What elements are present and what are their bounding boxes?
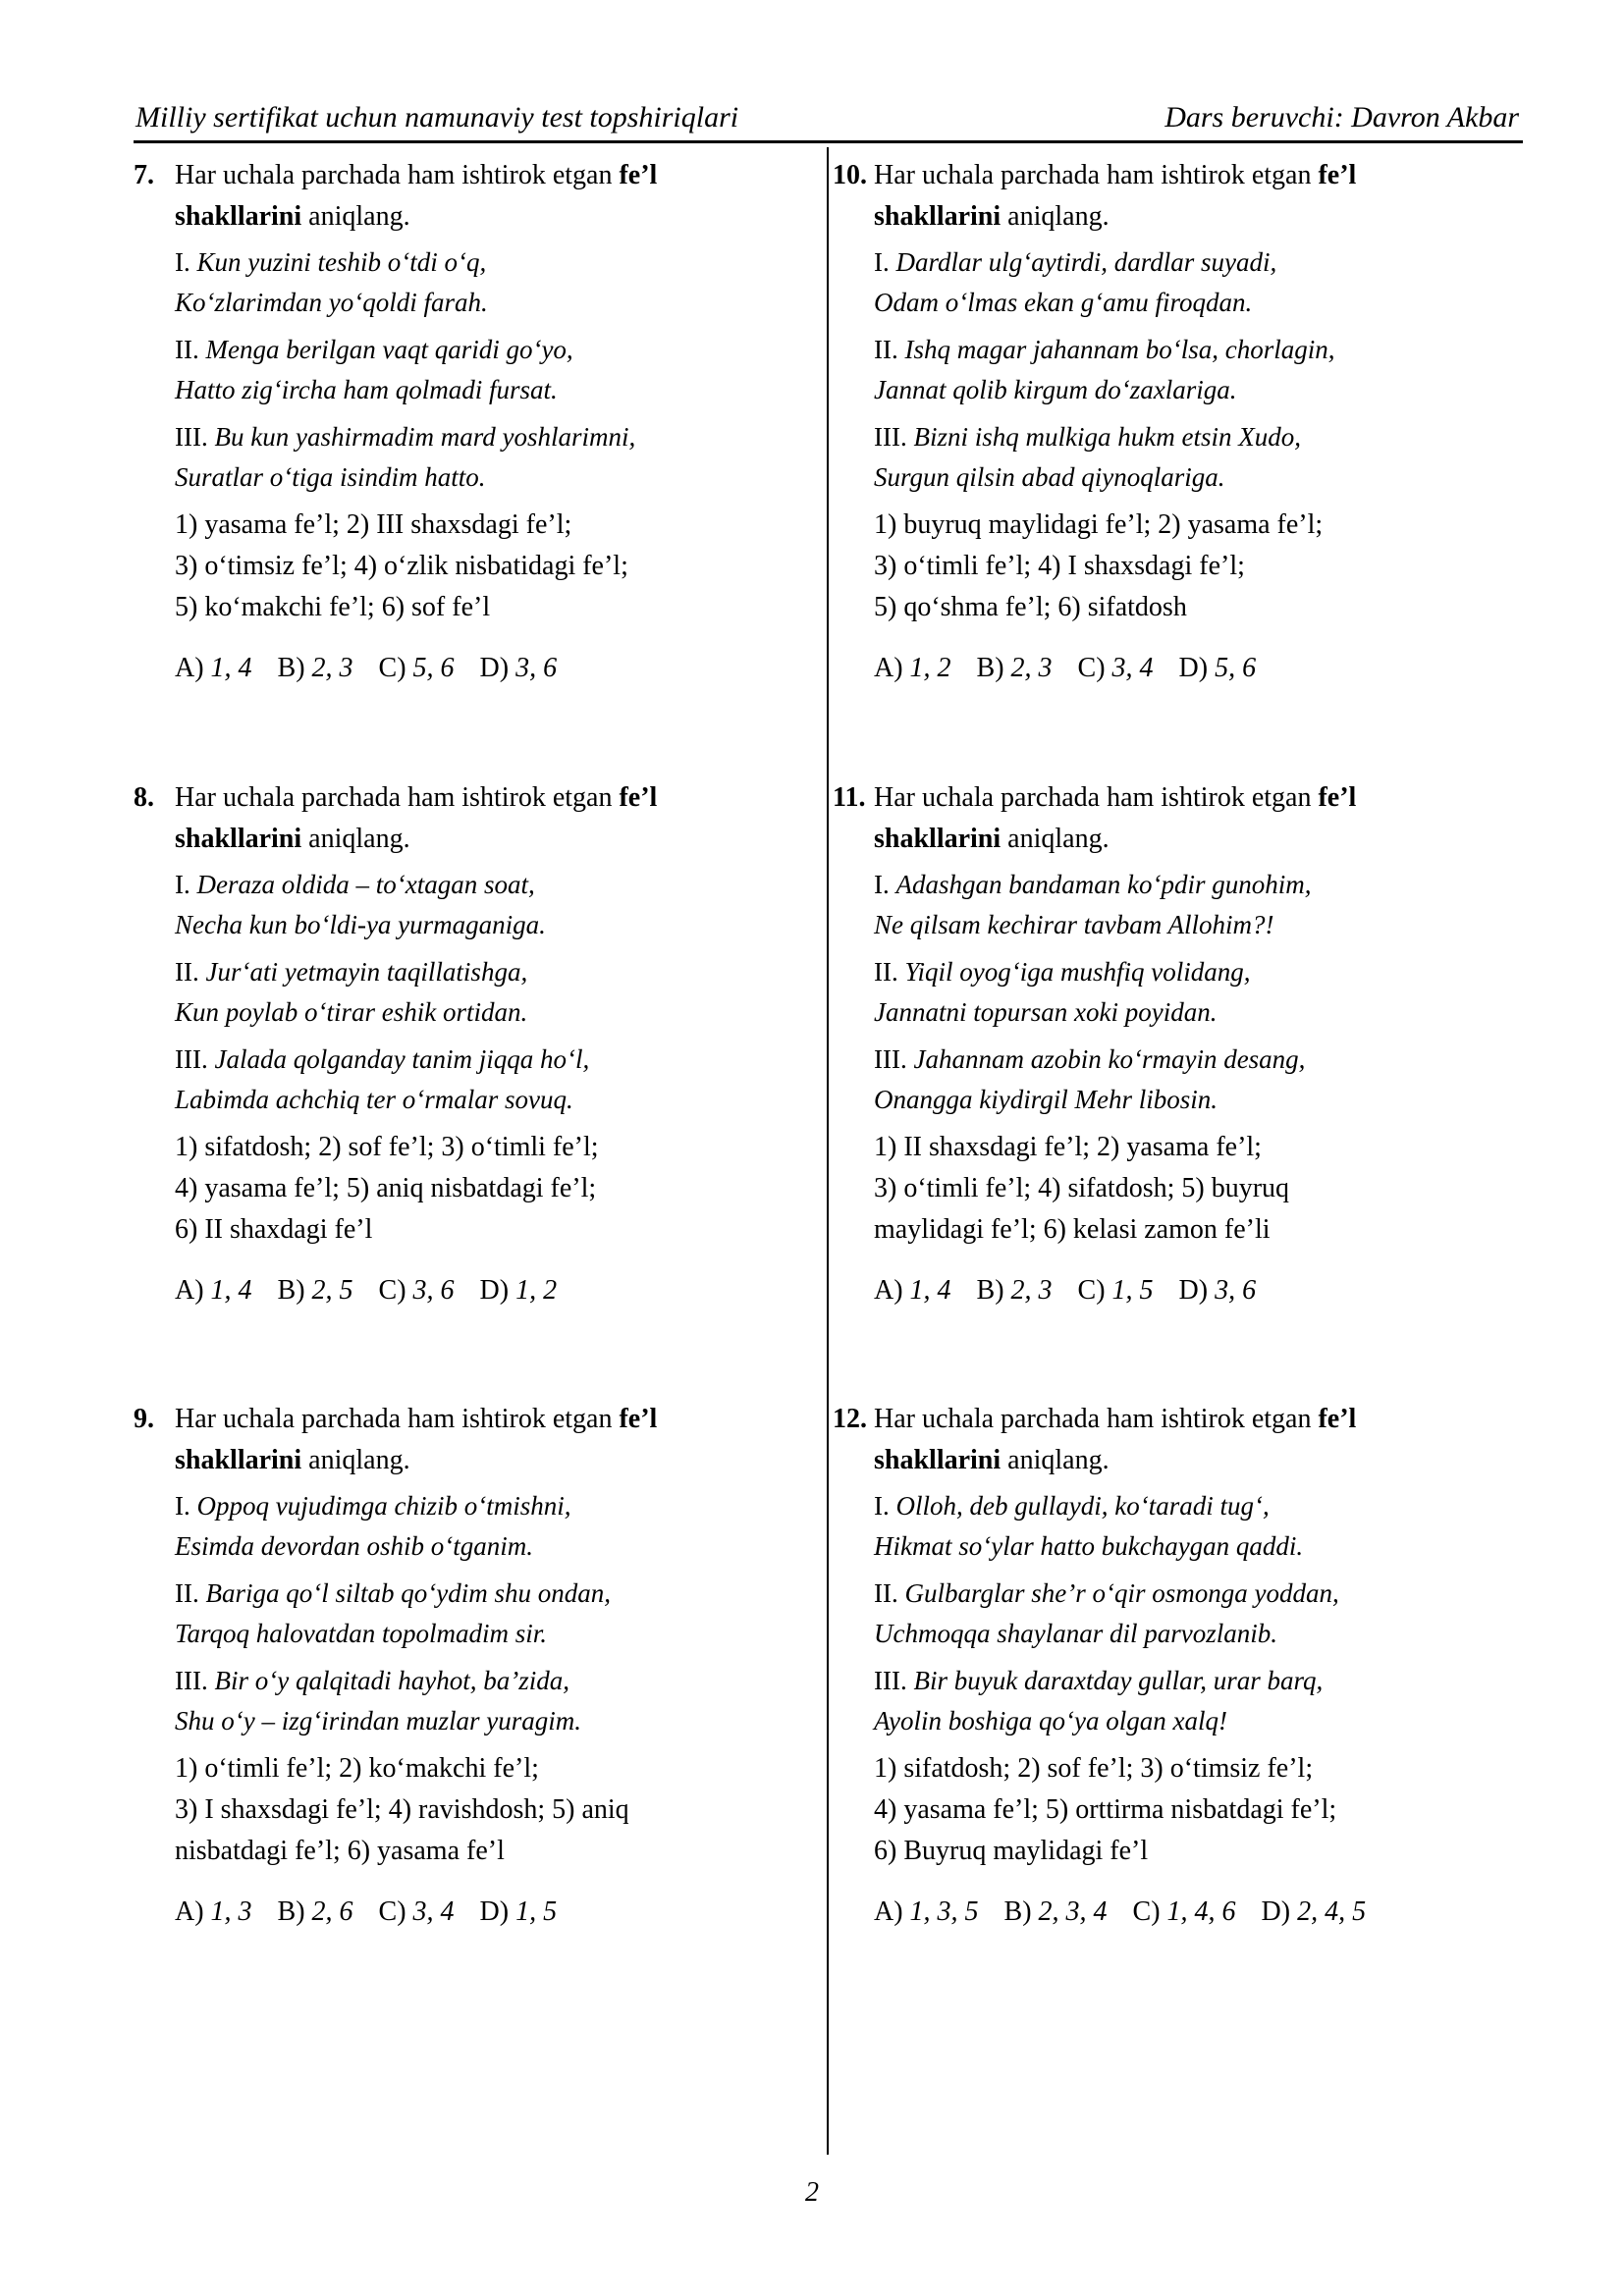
- poem-line: [874, 1661, 1500, 1701]
- poem-line: [874, 992, 1500, 1033]
- question-stem: [134, 777, 801, 860]
- poem-line: [874, 1080, 1500, 1120]
- verse-text: Bu kun yashirmadim mard yoshlarimni,: [214, 422, 636, 452]
- excerpt-numeral: I.: [874, 870, 890, 899]
- verse-text: Surgun qilsin abad qiynoqlariga.: [874, 462, 1225, 492]
- excerpt-numeral: III.: [874, 422, 907, 452]
- question-stem: [833, 777, 1500, 860]
- choice-letter: B): [1003, 1896, 1032, 1927]
- stem-bold: fe’l: [619, 160, 658, 190]
- poem-line: [175, 370, 801, 410]
- option-line: nisbatdagi fe’l; 6) yasama fe’l: [175, 1836, 505, 1866]
- question-11: [833, 777, 1500, 1311]
- choice-value: 1, 5: [1111, 1275, 1154, 1306]
- poem-line: [175, 1486, 801, 1526]
- poem-excerpt: [833, 330, 1500, 410]
- excerpt-numeral: III.: [175, 1666, 208, 1695]
- excerpt-numeral: II.: [175, 335, 199, 364]
- choice-value: 3, 6: [515, 653, 558, 683]
- choice-value: 2, 5: [311, 1275, 353, 1306]
- choice-value: 1, 4: [210, 653, 252, 683]
- choice-letter: B): [976, 1275, 1004, 1306]
- verse-text: Ishq magar jahannam bo‘lsa, chorlagin,: [904, 335, 1335, 364]
- question-7: [134, 155, 801, 689]
- choice-value: 2, 4, 5: [1297, 1896, 1367, 1927]
- answer-options-list: [134, 1127, 801, 1251]
- poem-excerpt: [134, 1661, 801, 1741]
- poem-line: [175, 283, 801, 323]
- poem-line: [874, 1040, 1500, 1080]
- verse-text: Oppoq vujudimga chizib o‘tmishni,: [196, 1491, 571, 1521]
- choice-letter: C): [378, 1275, 406, 1306]
- poem-line: [175, 905, 801, 945]
- poem-line: [874, 283, 1500, 323]
- choice-letter: B): [976, 653, 1004, 683]
- choice-value: 1, 4: [909, 1275, 951, 1306]
- poem-line: [874, 1574, 1500, 1614]
- choice-value: 2, 6: [311, 1896, 353, 1927]
- answer-choice: [977, 1275, 1053, 1306]
- answer-choice: [175, 1896, 252, 1927]
- stem-bold: shakllarini: [175, 824, 302, 854]
- choice-value: 1, 5: [515, 1896, 558, 1927]
- answer-choice: [874, 1275, 951, 1306]
- answer-choices: [134, 1270, 801, 1311]
- stem-text: Har uchala parchada ham ishtirok etgan: [874, 1404, 1312, 1434]
- poem-excerpt: [134, 952, 801, 1033]
- excerpt-numeral: I.: [175, 247, 190, 277]
- poem-line: [175, 330, 801, 370]
- excerpt-numeral: II.: [874, 335, 898, 364]
- option-line: 3) o‘timli fe’l; 4) sifatdosh; 5) buyruq: [874, 1173, 1290, 1203]
- answer-choices: [833, 1270, 1500, 1311]
- question-9: [134, 1399, 801, 1933]
- answer-choice: [1179, 1275, 1257, 1306]
- poem-excerpt: [134, 417, 801, 498]
- verse-text: Jahannam azobin ko‘rmayin desang,: [913, 1044, 1306, 1074]
- excerpt-numeral: I.: [874, 1491, 890, 1521]
- choice-value: 3, 4: [412, 1896, 455, 1927]
- choice-value: 2, 3: [1010, 653, 1053, 683]
- answer-choices: [833, 1892, 1500, 1933]
- stem-bold: fe’l: [1318, 160, 1357, 190]
- choice-value: 2, 3: [311, 653, 353, 683]
- verse-text: Jannatni topursan xoki poyidan.: [874, 997, 1218, 1027]
- poem-excerpt: [833, 417, 1500, 498]
- choice-letter: A): [874, 1275, 903, 1306]
- poem-line: [175, 1574, 801, 1614]
- stem-bold: shakllarini: [874, 824, 1001, 854]
- poem-excerpt: [833, 1040, 1500, 1120]
- poem-line: [175, 865, 801, 905]
- poem-line: [175, 1661, 801, 1701]
- answer-choice: [1078, 653, 1154, 683]
- column-divider: [827, 147, 829, 2155]
- option-line: 5) ko‘makchi fe’l; 6) sof fe’l: [175, 592, 491, 622]
- stem-bold: shakllarini: [874, 1445, 1001, 1475]
- answer-choice: [1179, 653, 1257, 683]
- question-number: 9.: [134, 1404, 154, 1434]
- option-line: 1) o‘timli fe’l; 2) ko‘makchi fe’l;: [175, 1753, 539, 1784]
- option-line: 1) buyruq maylidagi fe’l; 2) yasama fe’l;: [874, 509, 1324, 540]
- verse-text: Necha kun bo‘ldi-ya yurmaganiga.: [175, 910, 546, 939]
- verse-text: Ko‘zlarimdan yo‘qoldi farah.: [175, 288, 488, 317]
- choice-value: 3, 6: [412, 1275, 455, 1306]
- option-line: 1) sifatdosh; 2) sof fe’l; 3) o‘timsiz fe’l;: [874, 1753, 1314, 1784]
- poem-line: [874, 417, 1500, 457]
- choice-letter: D): [479, 1896, 510, 1927]
- choice-letter: B): [277, 653, 305, 683]
- answer-choice: [278, 653, 353, 683]
- poem-excerpt: [833, 1574, 1500, 1654]
- choice-value: 1, 2: [515, 1275, 558, 1306]
- verse-text: Bariga qo‘l siltab qo‘ydim shu ondan,: [205, 1578, 611, 1608]
- stem-text: Har uchala parchada ham ishtirok etgan: [874, 160, 1312, 190]
- answer-choice: [977, 653, 1053, 683]
- choice-value: 3, 6: [1215, 1275, 1257, 1306]
- stem-text: aniqlang.: [308, 824, 410, 854]
- poem-line: [874, 1701, 1500, 1741]
- excerpt-numeral: III.: [175, 1044, 208, 1074]
- choice-letter: C): [1077, 1275, 1106, 1306]
- answer-choice: [379, 1896, 455, 1927]
- stem-bold: shakllarini: [874, 201, 1001, 232]
- verse-text: Deraza oldida – to‘xtagan soat,: [196, 870, 535, 899]
- choice-letter: B): [277, 1275, 305, 1306]
- poem-line: [874, 1486, 1500, 1526]
- poem-excerpt: [833, 242, 1500, 323]
- choice-value: 1, 4: [210, 1275, 252, 1306]
- stem-text: Har uchala parchada ham ishtirok etgan: [175, 1404, 613, 1434]
- verse-text: Bizni ishq mulkiga hukm etsin Xudo,: [913, 422, 1301, 452]
- answer-choice: [278, 1275, 353, 1306]
- choice-value: 1, 4, 6: [1166, 1896, 1236, 1927]
- question-number: 12.: [833, 1404, 867, 1434]
- verse-text: Esimda devordan oshib o‘tganim.: [175, 1531, 533, 1561]
- poem-line: [175, 1080, 801, 1120]
- choice-letter: B): [277, 1896, 305, 1927]
- poem-excerpt: [833, 1661, 1500, 1741]
- choice-letter: A): [874, 653, 903, 683]
- answer-options-list: [134, 505, 801, 628]
- choice-letter: D): [1178, 653, 1209, 683]
- header-author: Dars beruvchi: Davron Akbar: [1164, 101, 1519, 133]
- excerpt-numeral: I.: [175, 870, 190, 899]
- poem-line: [874, 865, 1500, 905]
- question-stem: [833, 155, 1500, 238]
- poem-excerpt: [833, 952, 1500, 1033]
- choice-value: 5, 6: [1215, 653, 1257, 683]
- choice-letter: A): [874, 1896, 903, 1927]
- verse-text: Ne qilsam kechirar tavbam Allohim?!: [874, 910, 1274, 939]
- answer-options-list: [833, 1127, 1500, 1251]
- option-line: 5) qo‘shma fe’l; 6) sifatdosh: [874, 592, 1187, 622]
- option-line: 1) sifatdosh; 2) sof fe’l; 3) o‘timli fe’l;: [175, 1132, 599, 1162]
- poem-line: [874, 1614, 1500, 1654]
- choice-value: 2, 3: [1010, 1275, 1053, 1306]
- page-number: 2: [805, 2177, 819, 2208]
- answer-choice: [480, 1275, 558, 1306]
- option-line: 1) II shaxsdagi fe’l; 2) yasama fe’l;: [874, 1132, 1262, 1162]
- stem-bold: fe’l: [619, 1404, 658, 1434]
- poem-line: [175, 1614, 801, 1654]
- answer-choice: [379, 653, 455, 683]
- answer-choice: [1133, 1896, 1236, 1927]
- choice-value: 1, 3: [210, 1896, 252, 1927]
- stem-text: aniqlang.: [308, 201, 410, 232]
- poem-line: [874, 1526, 1500, 1567]
- verse-text: Bir buyuk daraxtday gullar, urar barq,: [913, 1666, 1324, 1695]
- poem-line: [175, 1701, 801, 1741]
- verse-text: Yiqil oyog‘iga mushfiq volidang,: [904, 957, 1251, 987]
- verse-text: Labimda achchiq ter o‘rmalar sovuq.: [175, 1085, 573, 1114]
- page-header: [134, 101, 1523, 143]
- answer-choice: [1004, 1896, 1108, 1927]
- stem-text: aniqlang.: [1007, 1445, 1110, 1475]
- answer-options-list: [134, 1748, 801, 1872]
- choice-value: 1, 3, 5: [909, 1896, 979, 1927]
- verse-text: Dardlar ulg‘aytirdi, dardlar suyadi,: [895, 247, 1277, 277]
- stem-text: Har uchala parchada ham ishtirok etgan: [874, 782, 1312, 813]
- choice-letter: A): [175, 1275, 204, 1306]
- poem-line: [874, 330, 1500, 370]
- choice-letter: A): [175, 653, 204, 683]
- verse-text: Gulbarglar she’r o‘qir osmonga yoddan,: [904, 1578, 1339, 1608]
- excerpt-numeral: II.: [175, 957, 199, 987]
- answer-choice: [480, 1896, 558, 1927]
- excerpt-numeral: III.: [175, 422, 208, 452]
- choice-letter: D): [1261, 1896, 1291, 1927]
- stem-bold: shakllarini: [175, 201, 302, 232]
- verse-text: Tarqoq halovatdan topolmadim sir.: [175, 1619, 548, 1648]
- choice-letter: C): [378, 1896, 406, 1927]
- answer-choice: [278, 1896, 353, 1927]
- stem-text: Har uchala parchada ham ishtirok etgan: [175, 160, 613, 190]
- excerpt-numeral: III.: [874, 1666, 907, 1695]
- question-number: 7.: [134, 160, 154, 190]
- poem-line: [175, 1040, 801, 1080]
- poem-excerpt: [134, 1486, 801, 1567]
- verse-text: Jur‘ati yetmayin taqillatishga,: [205, 957, 528, 987]
- question-number: 11.: [833, 782, 866, 813]
- verse-text: Suratlar o‘tiga isindim hatto.: [175, 462, 486, 492]
- excerpt-numeral: I.: [874, 247, 890, 277]
- stem-text: aniqlang.: [1007, 824, 1110, 854]
- excerpt-numeral: II.: [874, 1578, 898, 1608]
- poem-excerpt: [134, 865, 801, 945]
- answer-choices: [134, 1892, 801, 1933]
- answer-choice: [874, 1896, 979, 1927]
- verse-text: Kun yuzini teshib o‘tdi o‘q,: [196, 247, 487, 277]
- poem-excerpt: [833, 865, 1500, 945]
- answer-choice: [1262, 1896, 1367, 1927]
- verse-text: Menga berilgan vaqt qaridi go‘yo,: [205, 335, 573, 364]
- verse-text: Jannat qolib kirgum do‘zaxlariga.: [874, 375, 1237, 404]
- poem-line: [874, 242, 1500, 283]
- choice-value: 3, 4: [1111, 653, 1154, 683]
- verse-text: Shu o‘y – izg‘irindan muzlar yuragim.: [175, 1706, 581, 1735]
- verse-text: Kun poylab o‘tirar eshik ortidan.: [175, 997, 528, 1027]
- option-line: 4) yasama fe’l; 5) orttirma nisbatdagi fe’l;: [874, 1794, 1337, 1825]
- poem-excerpt: [134, 330, 801, 410]
- verse-text: Onangga kiydirgil Mehr libosin.: [874, 1085, 1218, 1114]
- verse-text: Jalada qolganday tanim jiqqa ho‘l,: [214, 1044, 590, 1074]
- stem-bold: fe’l: [1318, 1404, 1357, 1434]
- poem-line: [175, 1526, 801, 1567]
- stem-bold: fe’l: [619, 782, 658, 813]
- choice-letter: D): [1178, 1275, 1209, 1306]
- choice-value: 2, 3, 4: [1038, 1896, 1108, 1927]
- excerpt-numeral: I.: [175, 1491, 190, 1521]
- answer-choice: [1078, 1275, 1154, 1306]
- verse-text: Olloh, deb gullaydi, ko‘taradi tug‘,: [895, 1491, 1270, 1521]
- question-number: 8.: [134, 782, 154, 813]
- stem-text: aniqlang.: [1007, 201, 1110, 232]
- answer-choice: [874, 653, 951, 683]
- option-line: 4) yasama fe’l; 5) aniq nisbatdagi fe’l;: [175, 1173, 597, 1203]
- question-number: 10.: [833, 160, 867, 190]
- poem-excerpt: [833, 1486, 1500, 1567]
- verse-text: Hatto zig‘ircha ham qolmadi fursat.: [175, 375, 558, 404]
- answer-choice: [175, 653, 252, 683]
- verse-text: Hikmat so‘ylar hatto bukchaygan qaddi.: [874, 1531, 1304, 1561]
- option-line: 3) I shaxsdagi fe’l; 4) ravishdosh; 5) aniq: [175, 1794, 629, 1825]
- choice-value: 1, 2: [909, 653, 951, 683]
- question-stem: [134, 1399, 801, 1481]
- verse-text: Ayolin boshiga qo‘ya olgan xalq!: [874, 1706, 1227, 1735]
- poem-excerpt: [134, 1040, 801, 1120]
- option-line: 3) o‘timli fe’l; 4) I shaxsdagi fe’l;: [874, 551, 1245, 581]
- header-title: Milliy sertifikat uchun namunaviy test topshiriqlari: [135, 101, 739, 133]
- choice-letter: D): [479, 653, 510, 683]
- answer-choices: [134, 648, 801, 689]
- option-line: 3) o‘timsiz fe’l; 4) o‘zlik nisbatidagi fe’l;: [175, 551, 628, 581]
- question-stem: [134, 155, 801, 238]
- answer-choices: [833, 648, 1500, 689]
- answer-options-list: [833, 1748, 1500, 1872]
- poem-line: [874, 457, 1500, 498]
- question-12: [833, 1399, 1500, 1933]
- poem-line: [874, 370, 1500, 410]
- answer-options-list: [833, 505, 1500, 628]
- poem-line: [175, 417, 801, 457]
- verse-text: Adashgan bandaman ko‘pdir gunohim,: [895, 870, 1312, 899]
- choice-letter: C): [1077, 653, 1106, 683]
- stem-text: Har uchala parchada ham ishtirok etgan: [175, 782, 613, 813]
- verse-text: Uchmoqqa shaylanar dil parvozlanib.: [874, 1619, 1277, 1648]
- answer-choice: [379, 1275, 455, 1306]
- option-line: 1) yasama fe’l; 2) III shaxsdagi fe’l;: [175, 509, 572, 540]
- poem-line: [874, 905, 1500, 945]
- poem-line: [175, 457, 801, 498]
- question-8: [134, 777, 801, 1311]
- verse-text: Odam o‘lmas ekan g‘amu firoqdan.: [874, 288, 1253, 317]
- choice-letter: A): [175, 1896, 204, 1927]
- poem-line: [874, 952, 1500, 992]
- poem-excerpt: [134, 1574, 801, 1654]
- option-line: 6) Buyruq maylidagi fe’l: [874, 1836, 1149, 1866]
- question-10: [833, 155, 1500, 689]
- excerpt-numeral: III.: [874, 1044, 907, 1074]
- poem-line: [175, 952, 801, 992]
- question-stem: [833, 1399, 1500, 1481]
- poem-line: [175, 242, 801, 283]
- option-line: 6) II shaxdagi fe’l: [175, 1214, 373, 1245]
- choice-letter: C): [1132, 1896, 1161, 1927]
- answer-choice: [175, 1275, 252, 1306]
- choice-letter: C): [378, 653, 406, 683]
- verse-text: Bir o‘y qalqitadi hayhot, ba’zida,: [214, 1666, 569, 1695]
- poem-line: [175, 992, 801, 1033]
- stem-text: aniqlang.: [308, 1445, 410, 1475]
- excerpt-numeral: II.: [874, 957, 898, 987]
- excerpt-numeral: II.: [175, 1578, 199, 1608]
- answer-choice: [480, 653, 558, 683]
- option-line: maylidagi fe’l; 6) kelasi zamon fe’li: [874, 1214, 1271, 1245]
- stem-bold: fe’l: [1318, 782, 1357, 813]
- stem-bold: shakllarini: [175, 1445, 302, 1475]
- poem-excerpt: [134, 242, 801, 323]
- choice-letter: D): [479, 1275, 510, 1306]
- choice-value: 5, 6: [412, 653, 455, 683]
